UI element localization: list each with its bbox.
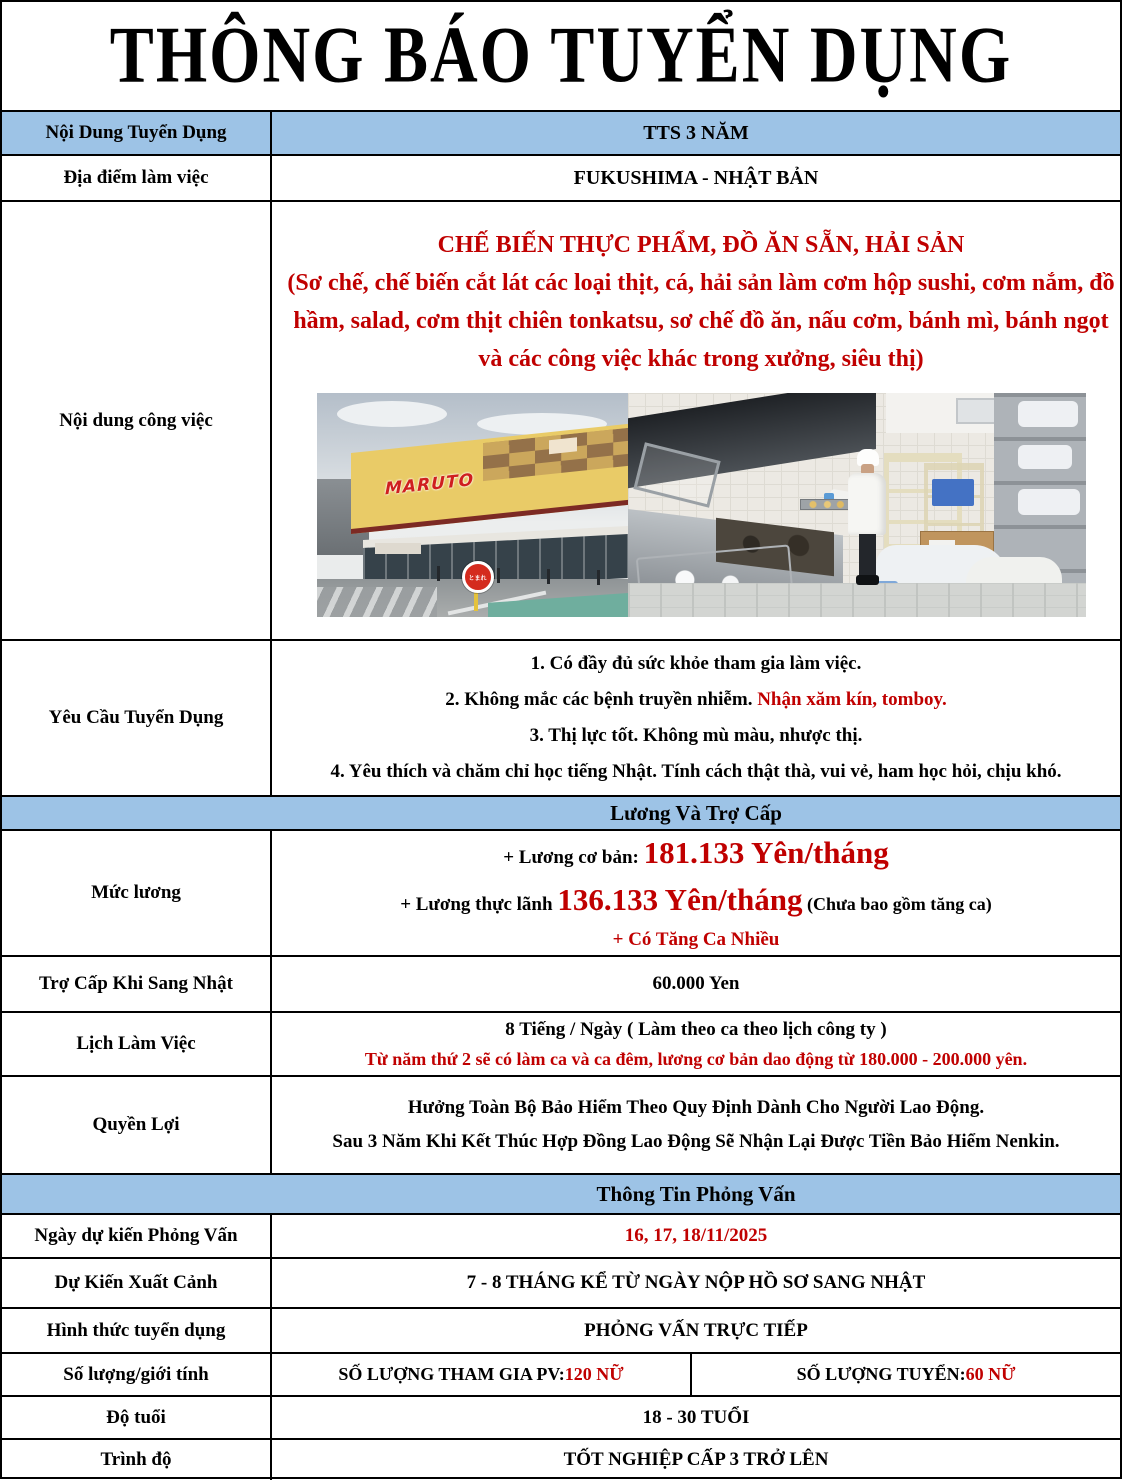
label-benefits: Quyền Lợi	[2, 1077, 272, 1173]
label-interview-format: Hình thức tuyển dụng	[2, 1309, 272, 1352]
job-description-block	[280, 226, 1120, 378]
label-work-schedule: Lịch Làm Việc	[2, 1013, 272, 1075]
facade-checker-patch	[549, 437, 577, 454]
store-sign: MARUTO	[384, 470, 474, 500]
plastic-package	[1018, 401, 1078, 427]
row-interview-date	[2, 1213, 1120, 1257]
benefit-line: Sau 3 Năm Khi Kết Thúc Hợp Đồng Lao Động Sẽ Nhận Lại Được Tiền Bảo Hiểm Nenkin.	[332, 1131, 1060, 1152]
label-education: Trình độ	[2, 1440, 272, 1480]
stop-sign: とまれ	[462, 561, 494, 593]
row-benefits	[2, 1075, 1120, 1173]
plastic-package	[1018, 489, 1080, 515]
row-salary	[2, 829, 1120, 955]
plastic-package	[1018, 445, 1072, 469]
value-selected	[690, 1354, 1120, 1395]
row-requirements	[2, 639, 1120, 795]
schedule-note: Từ năm thứ 2 sẽ có làm ca và ca đêm, lương cơ bản dao động từ 180.000 - 200.000 yên.	[364, 1049, 1028, 1069]
job-photos	[317, 393, 1086, 617]
band-spacer	[2, 797, 272, 829]
store-facade	[351, 423, 628, 534]
value-interview-format: PHỎNG VẤN TRỰC TIẾP	[584, 1319, 808, 1341]
bollard	[547, 569, 550, 584]
value-interview-date: 16, 17, 18/11/2025	[624, 1225, 768, 1246]
value-departure: 7 - 8 THÁNG KỂ TỪ NGÀY NỘP HỒ SƠ SANG NHẬT	[466, 1272, 926, 1293]
value-salary	[272, 831, 1120, 955]
cloud-shape	[337, 401, 447, 427]
value-allowance: 60.000 Yen	[652, 973, 740, 994]
participants-count: 120 NỮ	[564, 1364, 624, 1384]
label-recruitment-content: Nội Dung Tuyển Dụng	[2, 112, 272, 154]
salary-net-line	[400, 879, 992, 926]
section-salary-title: Lương Và Trợ Cấp	[610, 800, 782, 825]
row-work-location	[2, 154, 1120, 200]
row-age	[2, 1395, 1120, 1438]
label-departure: Dự Kiến Xuất Cảnh	[2, 1259, 272, 1307]
job-description: (Sơ chế, chế biến cắt lát các loại thịt, cá, hải sản làm cơm hộp sushi, cơm nắm, đồ hầm, salad, cơm thịt chiên tonkatsu, sơ chế đồ ăn, nấu cơm, bánh mì, bánh ngọt và các công việc khác trong xưởng, siêu thị)	[287, 270, 1115, 372]
salary-base-amount: 181.133 Yên/tháng	[643, 835, 889, 870]
value-participants	[272, 1354, 690, 1395]
food-tray	[800, 499, 850, 510]
road-markings	[317, 587, 437, 617]
value-work-location: FUKUSHIMA - NHẬT BẢN	[573, 166, 819, 189]
bollard	[437, 566, 440, 581]
band-spacer	[2, 1175, 272, 1213]
blue-crate	[932, 479, 974, 506]
job-heading: CHẾ BIẾN THỰC PHẨM, ĐỒ ĂN SẴN, HẢI SẢN	[437, 232, 965, 258]
section-salary-band	[2, 795, 1120, 829]
salary-net-label: + Lương thực lãnh	[400, 894, 558, 915]
benefit-line: Hưởng Toàn Bộ Bảo Hiểm Theo Quy Định Dành Cho Người Lao Động.	[407, 1097, 985, 1118]
requirement-item	[445, 682, 946, 718]
kitchen-floor	[628, 583, 1086, 617]
row-job-content	[2, 200, 1120, 639]
salary-base-label: + Lương cơ bản:	[503, 847, 644, 868]
selected-label: SỐ LƯỢNG TUYỂN:	[796, 1364, 966, 1384]
salary-net-amount: 136.133 Yên/tháng	[557, 882, 803, 917]
supermarket-photo	[317, 393, 628, 617]
salary-base-line	[503, 832, 889, 879]
poster-title: THÔNG BÁO TUYỂN DỤNG	[109, 10, 1013, 100]
salary-net-note: (Chưa bao gồm tăng ca)	[802, 894, 992, 914]
bollard	[497, 568, 500, 583]
row-education	[2, 1438, 1120, 1480]
value-age: 18 - 30 TUỔI	[642, 1406, 750, 1428]
value-requirements	[272, 641, 1120, 795]
requirement-item: 3. Thị lực tốt. Không mù màu, nhược thị.	[529, 725, 863, 746]
requirement-item-text: 2. Không mắc các bệnh truyền nhiễm.	[445, 689, 758, 710]
worker-coat	[848, 473, 886, 535]
value-recruitment-content: TTS 3 NĂM	[643, 121, 749, 144]
value-education: TỐT NGHIỆP CẤP 3 TRỞ LÊN	[563, 1449, 829, 1470]
requirement-item: 1. Có đầy đủ sức khỏe tham gia làm việc.	[530, 653, 862, 674]
row-interview-format	[2, 1307, 1120, 1352]
row-departure	[2, 1257, 1120, 1307]
label-requirements: Yêu Cầu Tuyển Dụng	[2, 641, 272, 795]
label-salary: Mức lương	[2, 831, 272, 955]
label-allowance: Trợ Cấp Khi Sang Nhật	[2, 957, 272, 1011]
requirement-item: 4. Yêu thích và chăm chỉ học tiếng Nhật. Tính cách thật thà, vui vẻ, ham học hỏi, chịu khó.	[330, 761, 1062, 782]
worker-pants	[859, 534, 876, 576]
section-interview-title: Thông Tin Phỏng Vấn	[596, 1181, 796, 1206]
label-interview-date: Ngày dự kiến Phỏng Vấn	[2, 1215, 272, 1257]
value-benefits	[272, 1077, 1120, 1173]
label-job-content: Nội dung công việc	[2, 202, 272, 639]
salary-overtime-note: + Có Tăng Ca Nhiều	[612, 929, 780, 950]
label-age: Độ tuổi	[2, 1397, 272, 1438]
storefront-signboard	[375, 543, 421, 554]
schedule-line: 8 Tiếng / Ngày ( Làm theo ca theo lịch công ty )	[505, 1019, 887, 1040]
row-allowance	[2, 955, 1120, 1011]
section-interview-band	[2, 1173, 1120, 1213]
row-work-schedule	[2, 1011, 1120, 1075]
value-job-content	[272, 202, 1120, 639]
participants-label: SỐ LƯỢNG THAM GIA PV:	[338, 1364, 565, 1384]
value-work-schedule	[272, 1013, 1120, 1075]
kitchen-photo	[628, 393, 1086, 617]
title-row	[2, 2, 1120, 110]
facade-checker-pattern	[483, 427, 628, 481]
worker-boots	[856, 575, 879, 585]
bollard	[597, 570, 600, 585]
row-quantity-gender	[2, 1352, 1120, 1395]
label-quantity-gender: Số lượng/giới tính	[2, 1354, 272, 1395]
selected-count: 60 NỮ	[965, 1364, 1016, 1384]
requirement-item-highlight: Nhận xăm kín, tomboy.	[757, 689, 947, 710]
label-work-location: Địa điểm làm việc	[2, 156, 272, 200]
row-recruitment-content	[2, 110, 1120, 154]
